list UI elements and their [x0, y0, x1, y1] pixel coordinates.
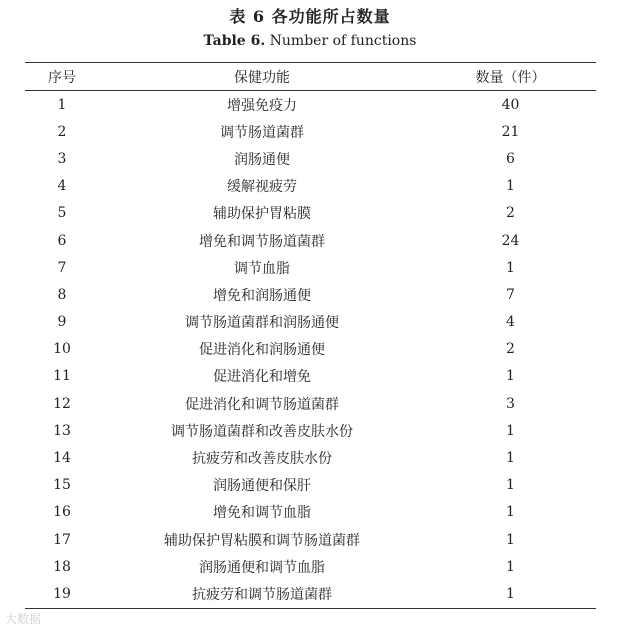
cell-serial: 19: [53, 585, 71, 602]
table-row: [25, 173, 596, 200]
cell-count: 1: [506, 585, 515, 602]
cell-count: 40: [501, 96, 520, 113]
cell-function: 润肠通便和调节血脂: [199, 559, 325, 576]
table-row: [25, 472, 596, 499]
cell-serial: 2: [57, 123, 67, 140]
table-row: [25, 336, 596, 363]
table-row: [25, 227, 596, 254]
cell-function: 增免和润肠通便: [213, 287, 311, 304]
cell-count: 1: [506, 477, 515, 494]
cell-serial: 15: [53, 477, 71, 494]
table-row: [25, 580, 596, 607]
cell-function: 增免和调节肠道菌群: [199, 233, 325, 250]
table-caption-en-text: Number of functions: [269, 33, 417, 49]
header-count: 数量（件）: [475, 69, 546, 86]
cell-count: 1: [506, 422, 515, 439]
cell-serial: 12: [53, 395, 71, 412]
table-caption-en: [0, 33, 620, 49]
cell-serial: 17: [53, 531, 71, 548]
cell-function: 缓解视疲劳: [227, 179, 297, 196]
cell-function: 辅助保护胃粘膜和调节肠道菌群: [164, 532, 360, 549]
table-row: [25, 390, 596, 417]
cell-count: 24: [501, 232, 520, 249]
cell-function: 调节肠道菌群和改善皮肤水份: [171, 423, 353, 440]
cell-count: 4: [506, 314, 515, 331]
table-row: [25, 499, 596, 526]
cell-count: 3: [506, 395, 515, 412]
cell-serial: 1: [57, 96, 67, 113]
cell-serial: 8: [57, 286, 67, 303]
header-serial: 序号: [48, 69, 76, 86]
cell-count: 21: [501, 123, 520, 140]
cell-function: 促进消化和增免: [213, 369, 311, 386]
table-row: [25, 145, 596, 172]
table-header-row: [25, 63, 596, 91]
table-row: [25, 309, 596, 336]
cell-function: 促进消化和润肠通便: [199, 342, 325, 359]
cell-count: 1: [506, 504, 515, 521]
table-row: [25, 281, 596, 308]
cell-count: 2: [506, 205, 515, 222]
cell-function: 调节肠道菌群: [220, 124, 304, 141]
cell-function: 辅助保护胃粘膜: [213, 206, 311, 223]
table-caption-cn: 表 6 各功能所占数量: [229, 7, 391, 26]
cell-count: 1: [506, 178, 515, 195]
cell-function: 抗疲劳和调节肠道菌群: [192, 586, 332, 603]
watermark: 大数据: [5, 612, 42, 626]
cell-count: 1: [506, 531, 515, 548]
cell-count: 1: [506, 368, 515, 385]
cell-serial: 10: [53, 341, 71, 358]
cell-serial: 13: [53, 422, 71, 439]
cell-count: 1: [506, 558, 515, 575]
table-row: [25, 118, 596, 145]
cell-function: 润肠通便和保肝: [213, 478, 311, 495]
header-function: 保健功能: [234, 69, 290, 86]
cell-count: 1: [506, 450, 515, 467]
table-row: [25, 91, 596, 118]
cell-function: 增免和调节血脂: [213, 505, 311, 522]
cell-serial: 9: [57, 314, 67, 331]
cell-count: 7: [506, 286, 515, 303]
cell-function: 调节肠道菌群和润肠通便: [185, 315, 339, 332]
table-row: [25, 553, 596, 580]
cell-function: 调节血脂: [234, 260, 290, 277]
cell-serial: 16: [53, 504, 71, 521]
table-row: [25, 200, 596, 227]
table-body: [25, 91, 596, 608]
table-row: [25, 526, 596, 553]
cell-serial: 14: [53, 450, 71, 467]
table-caption-en-label: Table 6.: [203, 33, 266, 49]
cell-function: 抗疲劳和改善皮肤水份: [192, 451, 332, 468]
cell-function: 润肠通便: [234, 151, 290, 168]
cell-function: 增强免疫力: [227, 97, 297, 114]
cell-serial: 7: [57, 259, 67, 276]
table-row: [25, 363, 596, 390]
cell-function: 促进消化和调节肠道菌群: [185, 396, 339, 413]
cell-count: 2: [506, 341, 515, 358]
cell-serial: 11: [53, 368, 71, 385]
cell-count: 1: [506, 259, 515, 276]
cell-serial: 6: [57, 232, 67, 249]
functions-table: [25, 62, 596, 609]
table-row: [25, 444, 596, 471]
cell-serial: 3: [57, 150, 67, 167]
table-row: [25, 417, 596, 444]
cell-serial: 4: [57, 178, 67, 195]
cell-serial: 5: [57, 205, 67, 222]
table-row: [25, 254, 596, 281]
cell-count: 6: [506, 150, 515, 167]
cell-serial: 18: [53, 558, 71, 575]
